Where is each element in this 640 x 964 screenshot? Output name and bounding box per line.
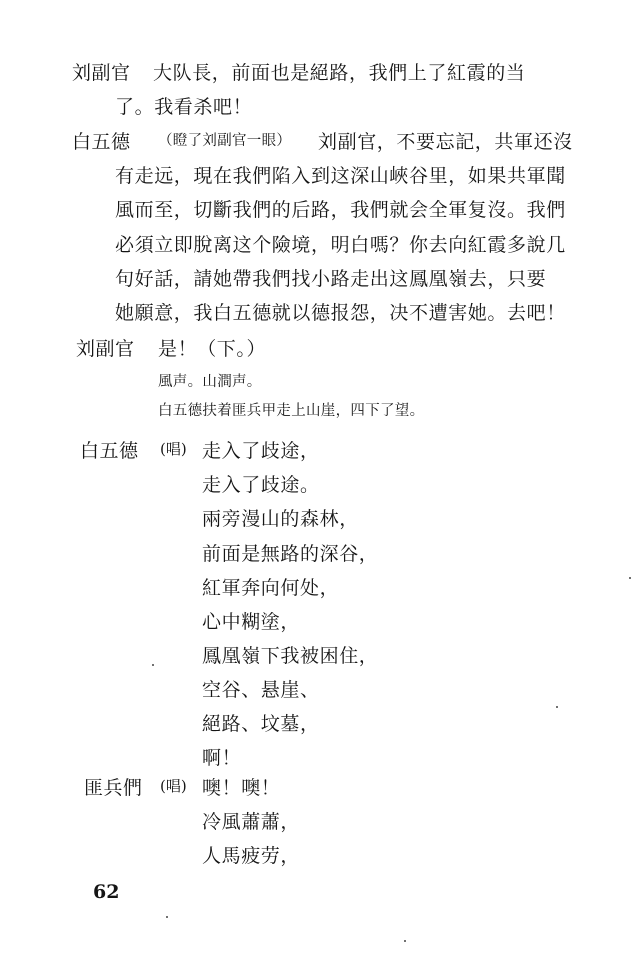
speaker-name: 匪兵們 (84, 777, 143, 799)
stage-direction: 風声。山澗声。 (158, 374, 262, 390)
song-line: 鳳凰嶺下我被困住， (202, 645, 379, 667)
dialogue-line: 了。我看杀吧！ (115, 96, 253, 118)
song-line: 人馬疲劳， (202, 845, 301, 867)
print-speck (166, 916, 168, 918)
print-speck (404, 940, 406, 942)
stage-direction-inline: （瞪了刘副官一眼） (158, 133, 292, 149)
dialogue-line: 是！（下。） (158, 338, 267, 360)
song-line: 心中糊塗， (202, 611, 301, 633)
song-line: 走入了歧途， (202, 440, 320, 462)
song-line: 啊！ (202, 747, 242, 769)
dialogue-line: 有走远，現在我們陷入到这深山峽谷里，如果共軍聞 (115, 165, 566, 187)
song-line: 前面是無路的深谷， (202, 543, 379, 565)
singing-marker: (唱) (160, 777, 187, 795)
song-line: 兩旁漫山的森林， (202, 508, 359, 530)
speaker-name: 刘副官 (72, 62, 131, 84)
dialogue-line: 句好話，請她帶我們找小路走出这鳳凰嶺去，只要 (115, 268, 547, 290)
song-line: 走入了歧途。 (202, 474, 320, 496)
dialogue-line: 她願意，我白五德就以德报怨，决不遭害她。去吧！ (115, 302, 566, 324)
print-speck (629, 577, 631, 579)
speaker-name: 白五德 (72, 131, 131, 153)
dialogue-line: 風而至，切斷我們的后路，我們就会全軍复沒。我們 (115, 199, 566, 221)
stage-direction: 白五德扶着匪兵甲走上山崖，四下了望。 (158, 403, 425, 419)
song-line: 空谷、悬崖、 (202, 679, 320, 701)
dialogue-line: 大队長，前面也是絕路，我們上了紅霞的当 (153, 62, 526, 84)
speaker-name: 刘副官 (76, 338, 135, 360)
print-speck (152, 664, 154, 666)
song-line: 紅軍奔向何处， (202, 577, 340, 599)
print-speck (556, 706, 558, 708)
dialogue-line: 刘副官，不要忘記，共軍还沒 (318, 131, 573, 153)
song-line: 噢！噢！ (202, 777, 281, 799)
singing-marker: (唱) (160, 440, 187, 458)
song-line: 冷風蕭蕭， (202, 811, 301, 833)
song-line: 絕路、坟墓， (202, 713, 320, 735)
page-number: 62 (93, 881, 120, 903)
speaker-name: 白五德 (80, 440, 139, 462)
dialogue-line: 必須立即脫离这个險境，明白嗎？你去向紅霞多說几 (115, 234, 566, 256)
